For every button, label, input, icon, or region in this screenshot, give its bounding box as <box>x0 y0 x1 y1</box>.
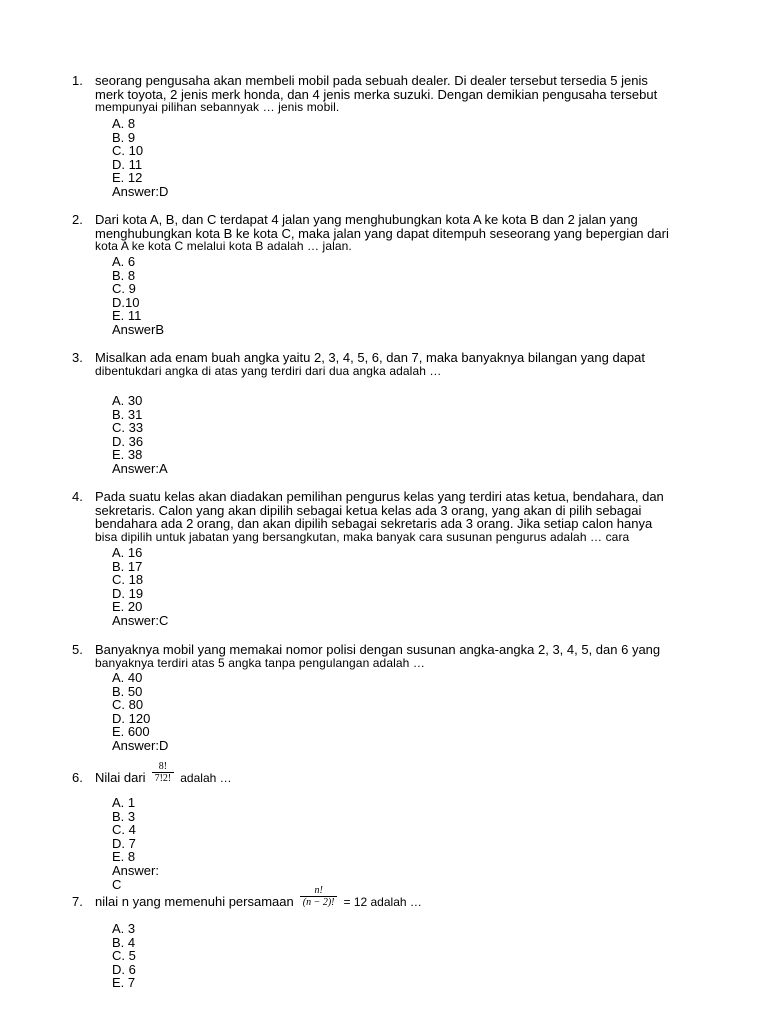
option-a: A. 16 <box>112 545 143 560</box>
option-a: A. 30 <box>112 393 143 408</box>
question-number: 2. <box>72 212 83 227</box>
answer-options <box>112 796 159 891</box>
question-prefix: nilai n yang memenuhi persamaan <box>95 894 294 909</box>
question-line: Misalkan ada enam buah angka yaitu 2, 3, 4, 5, 6, dan 7, maka banyaknya bilangan yang dapat <box>95 350 645 365</box>
fraction-numerator: 8! <box>152 761 175 773</box>
question-line: banyaknya terdiri atas 5 angka tanpa pengulangan adalah … <box>95 655 425 670</box>
question-line: Banyaknya mobil yang memakai nomor polisi dengan susunan angka-angka 2, 3, 4, 5, dan 6 yang <box>95 642 661 657</box>
option-a: A. 1 <box>112 795 136 810</box>
option-a: A. 6 <box>112 254 136 269</box>
question-text <box>95 213 715 254</box>
option-d: D. 11 <box>112 156 143 172</box>
option-b: B. 8 <box>112 267 136 283</box>
answer-key: Answer:A <box>112 460 168 476</box>
answer-options <box>112 394 168 476</box>
question-line: sekretaris. Calon yang akan dipilih sebagai ketua kelas ada 3 orang, yang akan di pilih sebagai <box>95 502 642 518</box>
option-e: E. 12 <box>112 170 143 186</box>
question-line: mempunyai pilihan sebannyak … jenis mobil. <box>95 100 340 115</box>
answer-options <box>112 117 168 199</box>
fraction-denominator: (n − 2)! <box>302 897 335 909</box>
fraction-denominator: 7!2! <box>154 773 172 785</box>
option-b: B. 17 <box>112 558 143 574</box>
option-c: C. 5 <box>112 948 136 964</box>
option-c: C. 18 <box>112 572 144 588</box>
option-d: D. 19 <box>112 585 144 601</box>
option-e: E. 8 <box>112 849 136 865</box>
question-line: merk toyota, 2 jenis merk honda, dan 4 jenis merka suzuki. Dengan demikian pengusaha tersebut <box>95 86 658 102</box>
question-line: kota A ke kota C melalui kota B adalah … jalan. <box>95 239 352 254</box>
option-a: A. 8 <box>112 116 136 131</box>
answer-options <box>112 671 168 753</box>
question-number: 1. <box>72 73 83 88</box>
question-text <box>95 490 715 544</box>
answer-key: AnswerB <box>112 321 165 337</box>
answer-options <box>112 546 168 628</box>
option-c: C. 9 <box>112 281 136 297</box>
question-number: 7. <box>72 894 83 909</box>
question-line: Pada suatu kelas akan diadakan pemilihan pengurus kelas yang terdiri atas ketua, bendahara, dan <box>95 489 664 504</box>
answer-key: Answer:C <box>112 612 169 628</box>
option-d: D. 6 <box>112 961 136 977</box>
option-b: B. 3 <box>112 808 136 824</box>
option-e: E. 38 <box>112 447 143 463</box>
option-b: B. 50 <box>112 683 143 699</box>
question-number: 6. <box>72 770 83 785</box>
question-line: bendahara ada 2 orang, dan akan dipilih sebagai sekretaris ada 3 orang. Jika setiap calon hanya <box>95 516 653 532</box>
option-e: E. 11 <box>112 308 142 324</box>
question-number: 5. <box>72 642 83 657</box>
question-line <box>95 885 715 910</box>
option-c: C. 4 <box>112 822 136 838</box>
answer-key: Answer: <box>112 862 159 878</box>
question-line: dibentukdari angka di atas yang terdiri dari dua angka adalah … <box>95 363 442 378</box>
question-text <box>95 761 715 786</box>
question-line: menghubungkan kota B ke kota C, maka jalan yang dapat ditempuh seseorang yang bepergian dari <box>95 225 669 241</box>
option-c: C. 80 <box>112 697 144 713</box>
answer-options <box>112 922 136 990</box>
question-line <box>95 761 715 786</box>
option-e: E. 20 <box>112 599 143 615</box>
answer-options <box>112 255 164 337</box>
answer-key: Answer:D <box>112 183 169 199</box>
question-line: seorang pengusaha akan membeli mobil pada sebuah dealer. Di dealer tersebut tersedia 5 jenis <box>95 73 648 88</box>
question-line: Dari kota A, B, dan C terdapat 4 jalan yang menghubungkan kota A ke kota B dan 2 jalan yang <box>95 212 638 227</box>
question-text <box>95 885 715 910</box>
answer-value: C <box>112 876 122 892</box>
question-line: bisa dipilih untuk jabatan yang bersangkutan, maka banyak cara susunan pengurus adalah … cara <box>95 529 630 544</box>
option-a: A. 40 <box>112 670 143 685</box>
question-number: 3. <box>72 350 83 365</box>
option-c: C. 33 <box>112 420 144 436</box>
question-number: 4. <box>72 489 83 504</box>
fraction-numerator: n! <box>300 885 338 897</box>
option-b: B. 4 <box>112 934 136 950</box>
option-d: D. 36 <box>112 433 144 449</box>
option-d: D. 120 <box>112 710 151 726</box>
question-text <box>95 74 715 115</box>
question-text <box>95 351 715 378</box>
question-suffix: = 12 adalah … <box>343 895 422 909</box>
fraction <box>152 761 175 784</box>
question-suffix: adalah … <box>180 771 232 785</box>
option-e: E. 7 <box>112 975 136 991</box>
option-b: B. 31 <box>112 406 143 422</box>
option-a: A. 3 <box>112 921 136 936</box>
answer-key: Answer:D <box>112 737 169 753</box>
option-d: D. 7 <box>112 835 136 851</box>
fraction <box>300 885 338 908</box>
option-d: D.10 <box>112 294 140 310</box>
option-c: C. 10 <box>112 143 144 159</box>
option-b: B. 9 <box>112 129 136 145</box>
question-prefix: Nilai dari <box>95 770 146 785</box>
option-e: E. 600 <box>112 724 150 740</box>
question-text <box>95 643 715 670</box>
